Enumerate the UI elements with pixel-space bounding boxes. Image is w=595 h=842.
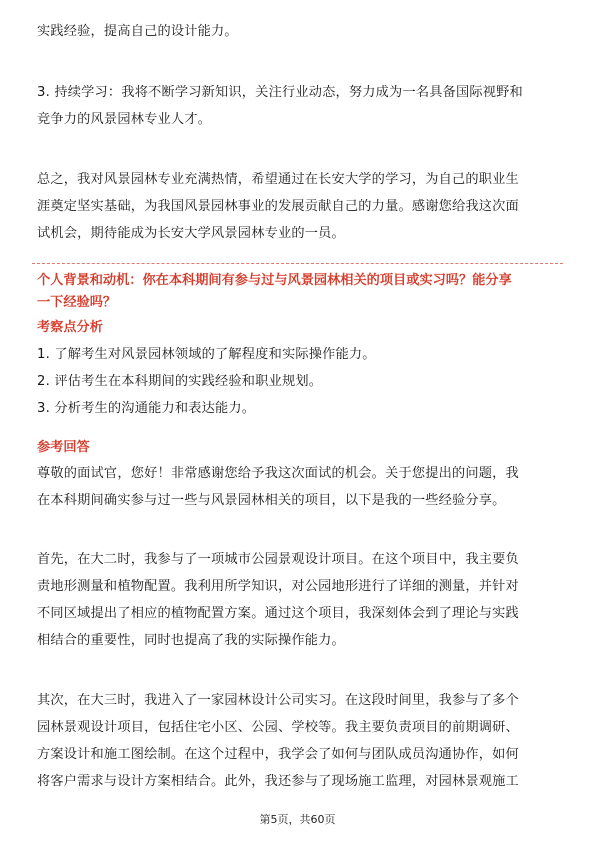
text-line: 实践经验，提高自己的设计能力。: [37, 24, 238, 39]
text-line: 一下经验吗？: [37, 295, 117, 310]
analysis-list: [37, 341, 561, 422]
list-item: 3. 分析考生的沟通能力和表达能力。: [37, 401, 256, 416]
question-title: [37, 270, 561, 314]
text-line: 方案设计和施工图绘制。在这个过程中，我学会了如何与团队成员沟通协作，如何: [37, 747, 519, 762]
text-line: 涯奠定坚实基础，为我国风景园林事业的发展贡献自己的力量。感谢您给我这次面: [37, 199, 519, 214]
text-line: 其次，在大三时，我进入了一家园林设计公司实习。在这段时间里，我参与了多个: [37, 693, 519, 708]
answer-heading: 参考回答: [37, 440, 90, 455]
text-line: 将客户需求与设计方案相结合。此外，我还参与了现场施工监理，对园林景观施工: [37, 774, 519, 789]
section-divider: [32, 263, 563, 264]
answer-paragraph-3: [37, 687, 561, 795]
text-line: 相结合的重要性，同时也提高了我的实际操作能力。: [37, 633, 345, 648]
list-item: 1. 了解考生对风景园林领域的了解程度和实际操作能力。: [37, 347, 376, 362]
continuation-paragraph: [37, 18, 561, 45]
text-line: 园林景观设计项目，包括住宅小区、公园、学校等。我主要负责项目的前期调研、: [37, 720, 519, 735]
text-line: 总之，我对风景园林专业充满热情，希望通过在长安大学的学习，为自己的职业生: [37, 172, 519, 187]
text-line: 3. 持续学习：我将不断学习新知识，关注行业动态，努力成为一名具备国际视野和: [37, 85, 523, 100]
text-line: 个人背景和动机：你在本科期间有参与过与风景园林相关的项目或实习吗？能分享: [37, 273, 512, 288]
answer-paragraph-1: [37, 460, 561, 514]
text-line: 责地形测量和植物配置。我利用所学知识，对公园地形进行了详细的测量，并针对: [37, 579, 519, 594]
text-line: 在本科期间确实参与过一些与风景园林相关的项目，以下是我的一些经验分享。: [37, 493, 506, 508]
answer-paragraph-2: [37, 546, 561, 654]
text-line: 竞争力的风景园林专业人才。: [37, 112, 212, 127]
analysis-heading: 考察点分析: [37, 320, 103, 335]
text-line: 不同区域提出了相应的植物配置方案。通过这个项目，我深刻体会到了理论与实践: [37, 606, 519, 621]
page-number: 第5页，共60页: [259, 813, 336, 826]
text-line: 首先，在大二时，我参与了一项城市公园景观设计项目。在这个项目中，我主要负: [37, 552, 519, 567]
point-3-paragraph: [37, 79, 561, 133]
text-line: 试机会，期待能成为长安大学风景园林专业的一员。: [37, 226, 345, 241]
text-line: 尊敬的面试官，您好！非常感谢您给予我这次面试的机会。关于您提出的问题，我: [37, 466, 519, 481]
list-item: 2. 评估考生在本科期间的实践经验和职业规划。: [37, 374, 323, 389]
summary-paragraph: [37, 166, 561, 247]
